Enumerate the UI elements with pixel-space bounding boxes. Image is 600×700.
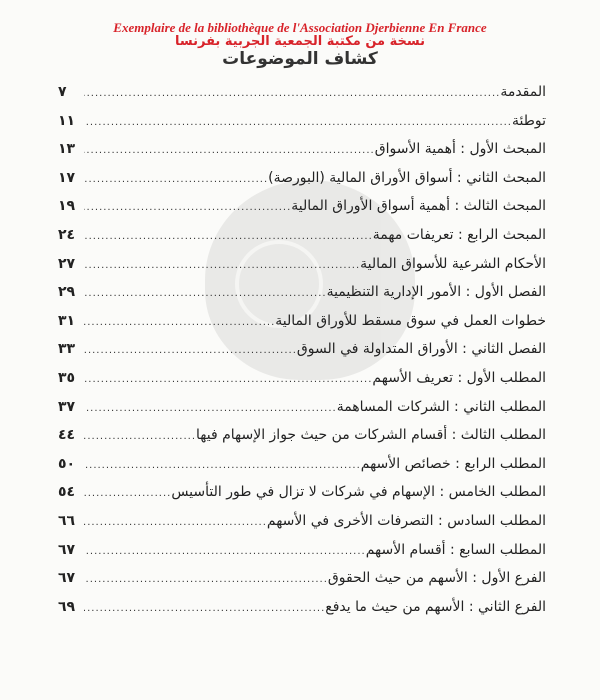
dot-leader	[84, 337, 297, 366]
page-title: كشاف الموضوعات	[222, 49, 378, 69]
toc-entry	[58, 250, 546, 279]
toc-entry-page: ٣٧	[58, 398, 76, 415]
toc-entry-page: ٥٠	[58, 455, 76, 472]
dot-leader	[84, 509, 267, 538]
toc-entry-page: ٢٤	[58, 226, 76, 243]
toc-entry-title: المطلب الثاني : الشركات المساهمة	[336, 398, 546, 415]
toc-entry-title: الفصل الثاني : الأوراق المتداولة في السوق	[296, 341, 546, 358]
dot-leader	[84, 194, 291, 223]
toc-entry	[58, 593, 546, 622]
dot-leader	[84, 595, 325, 624]
toc-entry-page: ٣١	[58, 312, 76, 329]
toc-entry-page: ٢٧	[58, 255, 76, 272]
dot-leader	[84, 423, 196, 452]
toc-entry	[58, 364, 546, 393]
toc-entry-title: المطلب السابع : أقسام الأسهم	[365, 541, 546, 558]
toc-entry-title: المبحث الثالث : أهمية أسواق الأوراق المالية	[291, 198, 546, 215]
toc-entry-page: ٤٤	[58, 427, 76, 444]
toc-entry	[58, 192, 546, 221]
dot-leader	[84, 480, 171, 509]
toc-entry	[58, 335, 546, 364]
library-stamp-french: Exemplaire de la bibliothèque de l'Association Djerbienne En France	[113, 20, 487, 35]
dot-leader	[84, 452, 361, 481]
toc-entry-page: ١٧	[58, 169, 76, 186]
toc-entry-page: ٦٧	[58, 541, 76, 558]
toc-entry-title: المطلب السادس : التصرفات الأخرى في الأسهم	[266, 512, 546, 529]
toc-entry-page: ٣٥	[58, 369, 76, 386]
library-stamp-arabic: نسخة من مكتبة الجمعية الجربية بفرنسا	[175, 34, 425, 49]
toc-entry	[58, 421, 546, 450]
toc-entry-page: ٥٤	[58, 484, 76, 501]
toc-entry	[58, 164, 546, 193]
toc-entry-page: ١١	[58, 112, 76, 129]
dot-leader	[84, 252, 360, 281]
toc-entry-title: المطلب الثالث : أقسام الشركات من حيث جواز الإسهام فيها	[196, 427, 546, 444]
toc-entry-page: ٢٩	[58, 284, 76, 301]
dot-leader	[84, 538, 366, 567]
toc-entry-title: المطلب الرابع : خصائص الأسهم	[360, 455, 546, 472]
toc-entry	[58, 278, 546, 307]
toc-entry-title: المبحث الرابع : تعريفات مهمة	[372, 226, 546, 243]
toc-entry	[58, 536, 546, 565]
dot-leader	[84, 137, 375, 166]
toc-entry-title: الفرع الثاني : الأسهم من حيث ما يدفع	[325, 598, 546, 615]
dot-leader	[84, 309, 275, 338]
toc-entry-title: توطئة	[511, 112, 546, 129]
toc-entry-title: المطلب الخامس : الإسهام في شركات لا تزال في طور التأسيس	[171, 484, 546, 501]
dot-leader	[84, 80, 500, 109]
toc-entry-page: ١٩	[58, 198, 76, 215]
toc-entry-page: ٦٧	[58, 570, 76, 587]
toc-entry-page: ٦٩	[58, 598, 76, 615]
toc-entry	[58, 450, 546, 479]
dot-leader	[84, 395, 337, 424]
toc-entry-page: ٦٦	[58, 512, 76, 529]
toc-entry	[58, 564, 546, 593]
toc-entry	[58, 135, 546, 164]
toc-entry-page: ١٣	[58, 141, 76, 158]
toc-entry-title: المطلب الأول : تعريف الأسهم	[372, 369, 546, 386]
dot-leader	[84, 166, 268, 195]
dot-leader	[84, 566, 328, 595]
toc-entry-title: خطوات العمل في سوق مسقط للأوراق المالية	[275, 312, 546, 329]
toc-entry-title: الأحكام الشرعية للأسواق المالية	[360, 255, 546, 272]
toc-entry	[58, 107, 546, 136]
dot-leader	[84, 109, 512, 138]
toc-entry-page: ٣٣	[58, 341, 76, 358]
toc-entry-title: المبحث الأول : أهمية الأسواق	[374, 141, 546, 158]
toc-entry	[58, 393, 546, 422]
toc-entry	[58, 507, 546, 536]
toc-entry	[58, 221, 546, 250]
toc-entry-title: الفصل الأول : الأمور الإدارية التنظيمية	[326, 284, 546, 301]
dot-leader	[84, 280, 327, 309]
table-of-contents	[58, 78, 546, 621]
toc-entry-page: ٧	[58, 84, 67, 100]
toc-entry	[58, 307, 546, 336]
toc-entry-title: المقدمة	[500, 84, 546, 100]
toc-entry-title: الفرع الأول : الأسهم من حيث الحقوق	[327, 570, 546, 587]
toc-entry	[58, 78, 546, 107]
toc-entry	[58, 478, 546, 507]
dot-leader	[84, 223, 373, 252]
toc-entry-title: المبحث الثاني : أسواق الأوراق المالية (البورصة)	[268, 169, 546, 186]
dot-leader	[84, 366, 372, 395]
